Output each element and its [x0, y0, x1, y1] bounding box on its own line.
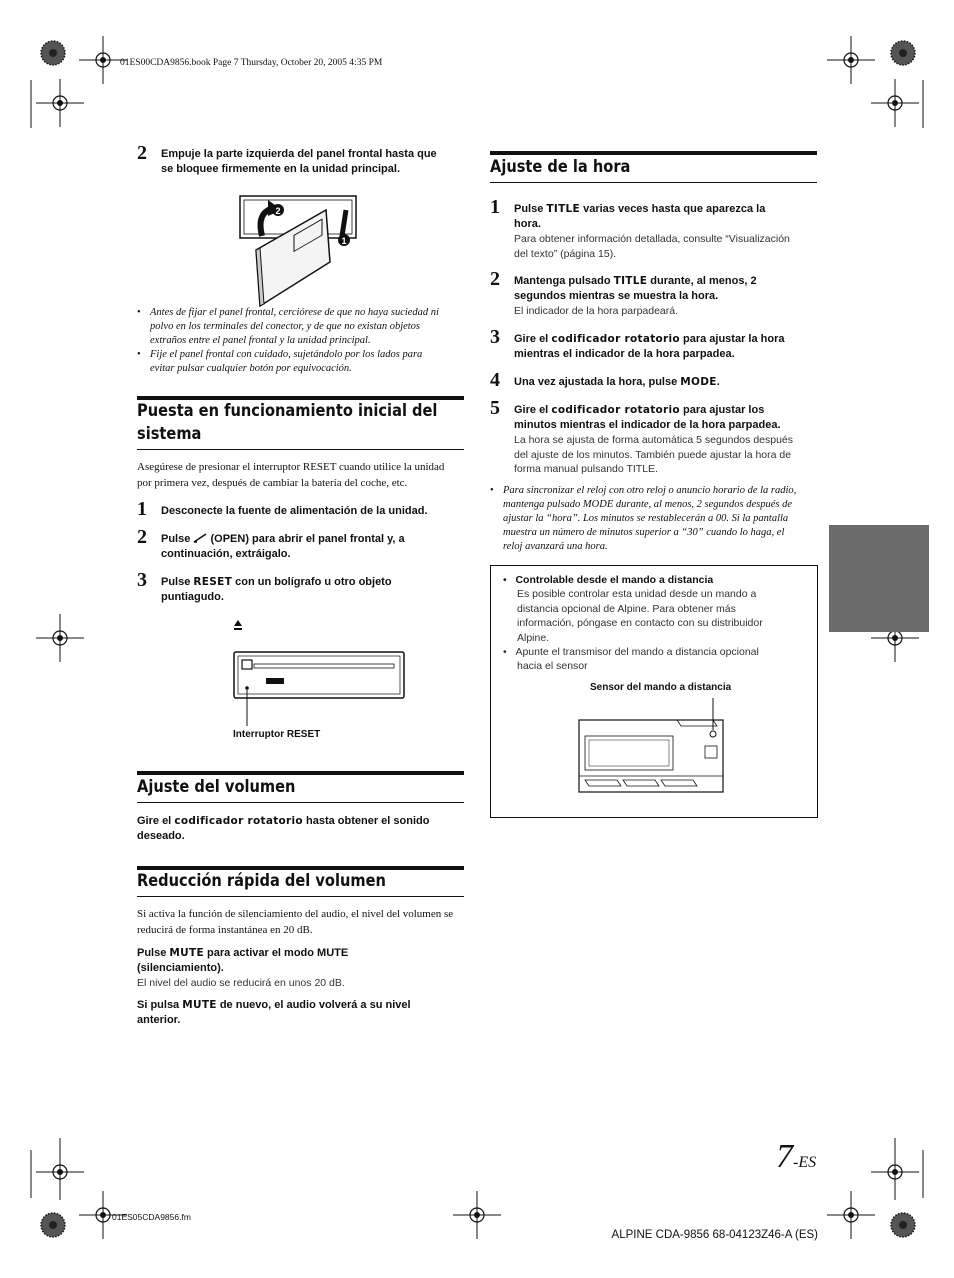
section-title: Puesta en funcionamiento inicial del sistema	[137, 401, 438, 444]
info-box	[490, 565, 818, 818]
step-subtext: La hora se ajusta de forma automática 5 segundos después del ajuste de los minutos. También puede ajustar la hora de forma manual pulsando TITLE.	[514, 434, 794, 475]
front-panel-illustration	[234, 190, 364, 310]
footer-file: 01ES05CDA9856.fm	[112, 1212, 191, 1222]
step-subtext: El indicador de la hora parpadeará.	[514, 305, 679, 317]
box-item: • Apunte el transmisor del mando a distancia opcional	[503, 646, 759, 658]
section-underline	[137, 449, 464, 450]
section-title: Ajuste de la hora	[490, 157, 631, 177]
body-text: Pulse MUTE para activar el modo MUTE (silenciamiento).	[137, 947, 349, 974]
step-number: 4	[490, 369, 500, 391]
sensor-label: Sensor del mando a distancia	[590, 682, 732, 693]
box-body: hacia el sensor	[517, 660, 588, 672]
section-underline	[137, 802, 464, 803]
step-text: Pulse TITLE varias veces hasta que aparezca la hora.	[514, 203, 766, 230]
step-subtext: Para obtener información detallada, consulte “Visualización del texto” (página 15).	[514, 233, 790, 260]
section-title: Ajuste del volumen	[137, 777, 296, 797]
step-number: 3	[137, 569, 147, 591]
step-text: Mantenga pulsado TITLE durante, al menos, 2 segundos mientras se muestra la hora.	[514, 275, 757, 302]
page-number: 7-ES	[776, 1138, 817, 1175]
section-tab	[829, 525, 929, 632]
footer-model: ALPINE CDA-9856 68-04123Z46-A (ES)	[611, 1229, 818, 1241]
step-text: Pulse RESET con un bolígrafo u otro objeto puntiagudo.	[161, 576, 392, 603]
eject-icon	[234, 620, 242, 626]
section-title: Reducción rápida del volumen	[137, 871, 386, 891]
box-item: • Controlable desde el mando a distancia	[503, 574, 714, 586]
step-number: 2	[490, 268, 500, 290]
section-underline	[490, 182, 817, 183]
step-number: 5	[490, 397, 500, 419]
reset-label: Interruptor RESET	[233, 729, 321, 740]
step-number: 1	[137, 498, 147, 520]
header-note: 01ES00CDA9856.book Page 7 Thursday, October 20, 2005 4:35 PM	[120, 58, 383, 68]
head-unit-illustration	[577, 694, 727, 800]
open-icon	[193, 533, 207, 543]
box-body: Es posible controlar esta unidad desde un mando a distancia opcional de Alpine. Para obtener más información, póngase en contacto con su distribuidor Alpine.	[517, 588, 763, 644]
notes-list: • Antes de fijar el panel frontal, cerciórese de que no haya suciedad ni polvo en los terminales del conector, y de que no existan objetos extraños entre el panel frontal y la unidad principal. • Fije el panel frontal con cuidado, sujetándolo por los lados para evitar pulsar cualquier botón por equivocación.	[137, 307, 439, 374]
step-text: Una vez ajustada la hora, pulse MODE.	[514, 376, 720, 388]
step-text: Gire el codificador rotatorio para ajustar los minutos mientras el indicador de la hora parpadea.	[514, 404, 781, 431]
step-number: 2	[137, 142, 147, 164]
step-number: 3	[490, 326, 500, 348]
body-text: Si pulsa MUTE de nuevo, el audio volverá a su nivel anterior.	[137, 999, 411, 1026]
reset-illustration	[230, 618, 410, 733]
step-number: 2	[137, 526, 147, 548]
svg-text:2: 2	[275, 206, 281, 216]
section-underline	[137, 896, 464, 897]
body-subtext: El nivel del audio se reducirá en unos 20 dB.	[137, 977, 345, 989]
section-intro: Si activa la función de silenciamiento del audio, el nivel del volumen se reducirá de forma instantánea en 20 dB.	[137, 908, 454, 936]
step-text: Empuje la parte izquierda del panel frontal hasta que se bloquee firmemente en la unidad principal.	[161, 148, 437, 175]
note: • Para sincronizar el reloj con otro reloj o anuncio horario de la radio, mantenga pulsado MODE durante, al menos, 2 segundos después de ajustar la “hora”. Los minutos se restablecerán a 00. Si la pantalla muestra un número de minutos superior a “30” cuando lo haga, el reloj avanzará una hora.	[490, 485, 797, 552]
body-text: Gire el codificador rotatorio hasta obtener el sonido deseado.	[137, 815, 430, 842]
svg-text:1: 1	[341, 236, 347, 246]
step-number: 1	[490, 196, 500, 218]
section-rule	[137, 771, 464, 775]
section-intro: Asegúrese de presionar el interruptor RESET cuando utilice la unidad por primera vez, después de cambiar la batería del coche, etc.	[137, 461, 445, 489]
step-text: Gire el codificador rotatorio para ajustar la hora mientras el indicador de la hora parpadea.	[514, 333, 785, 360]
step-text: Desconecte la fuente de alimentación de la unidad.	[161, 505, 428, 517]
section-rule	[490, 151, 817, 155]
step-text: Pulse (OPEN) para abrir el panel frontal y, a continuación, extráigalo.	[161, 533, 405, 560]
